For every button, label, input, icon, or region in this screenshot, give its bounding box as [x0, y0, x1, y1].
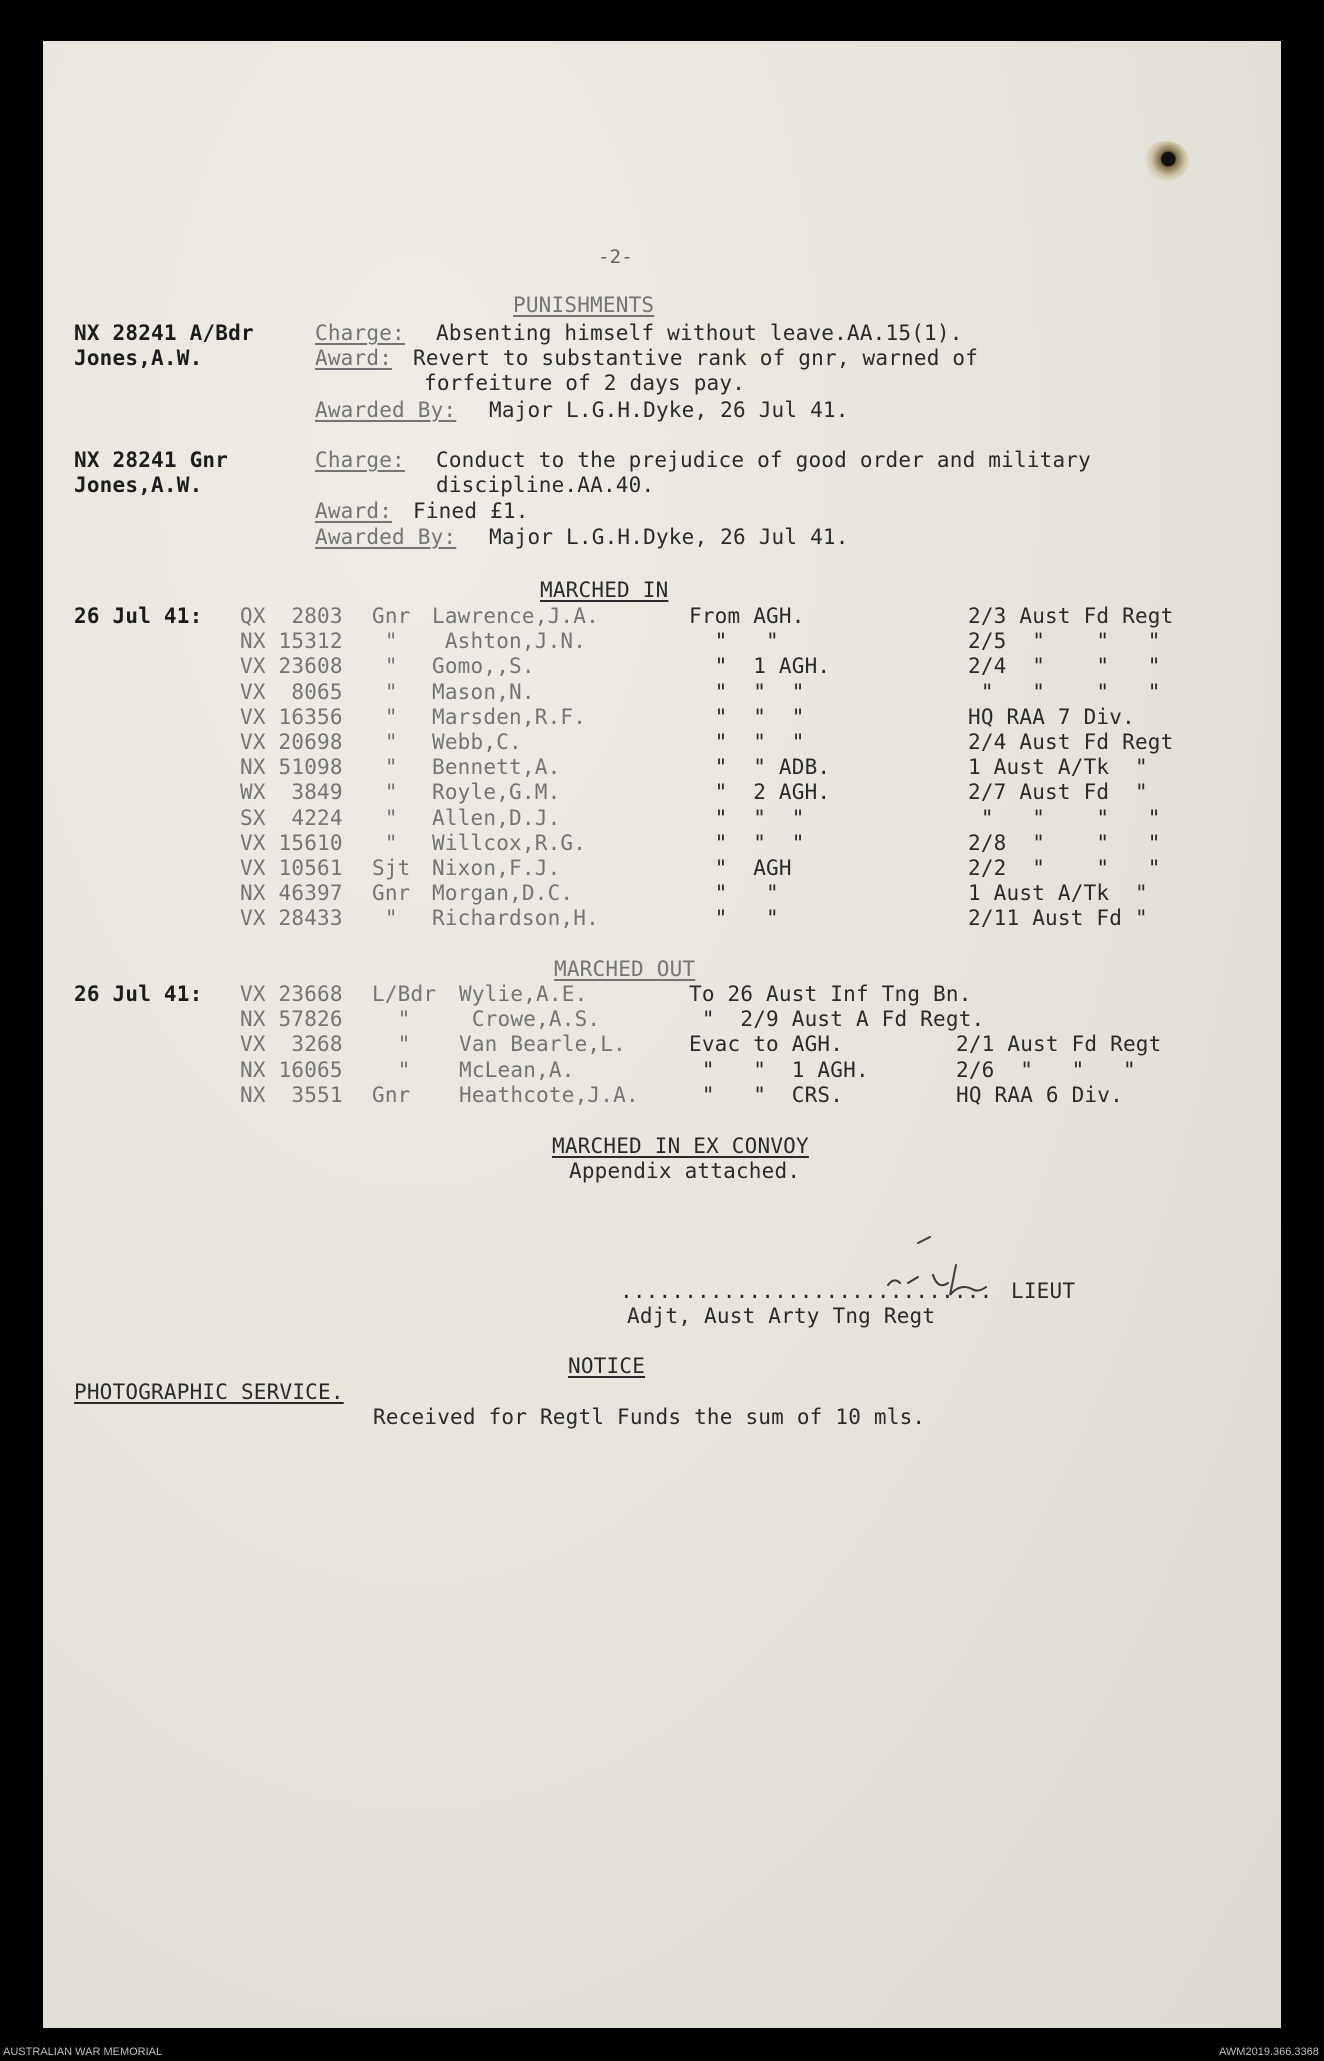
roster-rank: Gnr — [372, 604, 411, 628]
roster-rank: " — [372, 805, 398, 830]
roster-from: From AGH. — [689, 604, 805, 628]
roster-to: 2/5 " " " — [968, 629, 1161, 654]
roster-from: " " " — [689, 830, 805, 855]
roster-name: Allen,D.J. — [432, 805, 561, 830]
roster-rank: " — [372, 629, 398, 654]
roster-rank: " — [372, 704, 398, 729]
notice-heading: NOTICE — [568, 1354, 646, 1378]
roster-to: 2/4 Aust Fd Regt — [968, 730, 1174, 754]
roster-no: VX 16356 — [240, 704, 343, 729]
signature-line: ............................. — [620, 1279, 993, 1303]
roster-no: VX 15610 — [240, 830, 343, 855]
roster-no: NX 57826 — [240, 1007, 343, 1032]
roster-no: VX 23668 — [240, 982, 343, 1006]
roster-dest: Evac to AGH. — [689, 1032, 844, 1057]
roster-no: WX 3849 — [240, 780, 343, 805]
roster-name: Ashton,J.N. — [432, 629, 587, 654]
award-label: Award: — [315, 346, 393, 370]
roster-rank: Gnr — [372, 881, 411, 906]
roster-rank: Sjt — [372, 856, 411, 880]
roster-rank: L/Bdr — [372, 982, 437, 1006]
roster-no: VX 3268 — [240, 1032, 343, 1057]
roster-no: NX 51098 — [240, 755, 343, 780]
roster-no: NX 16065 — [240, 1057, 343, 1082]
roster-no: QX 2803 — [240, 604, 343, 628]
page-number: -2- — [598, 246, 633, 268]
roster-no: VX 23608 — [240, 654, 343, 679]
notice-subject: PHOTOGRAPHIC SERVICE. — [74, 1380, 344, 1404]
roster-name: Marsden,R.F. — [432, 704, 587, 729]
punishments-heading: PUNISHMENTS — [513, 293, 655, 317]
roster-from: " " " — [689, 679, 805, 704]
roster-from: " " " — [689, 805, 805, 830]
roster-to: " " " " — [968, 805, 1161, 830]
roster-to: 2/3 Aust Fd Regt — [968, 604, 1174, 628]
roster-no: NX 3551 — [240, 1082, 343, 1107]
signatory-title: Adjt, Aust Arty Tng Regt — [627, 1304, 936, 1328]
soldier-id: NX 28241 A/Bdr — [74, 321, 254, 345]
burn-hole — [1143, 141, 1189, 181]
roster-name: Van Bearle,L. — [459, 1032, 626, 1057]
roster-name: Heathcote,J.A. — [459, 1082, 639, 1107]
roster-name: Crowe,A.S. — [459, 1007, 601, 1032]
roster-no: SX 4224 — [240, 805, 343, 830]
signatory-rank: LIEUT — [1011, 1279, 1076, 1303]
awarded-by: Major L.G.H.Dyke, 26 Jul 41. — [489, 398, 849, 422]
award-label: Award: — [315, 499, 393, 523]
roster-from: " 2 AGH. — [689, 780, 831, 805]
roster-name: Lawrence,J.A. — [432, 604, 599, 628]
soldier-id: NX 28241 Gnr — [74, 448, 229, 472]
award-text-cont: forfeiture of 2 days pay. — [424, 371, 746, 395]
roster-name: Bennett,A. — [432, 755, 561, 780]
roster-to: 2/11 Aust Fd " — [968, 906, 1148, 931]
roster-name: Richardson,H. — [432, 906, 599, 931]
roster-dest: To 26 Aust Inf Tng Bn. — [689, 982, 972, 1006]
roster-dest: " " 1 AGH. — [689, 1057, 869, 1082]
roster-to: 1 Aust A/Tk " — [968, 881, 1148, 906]
charge-text: Absenting himself without leave.AA.15(1). — [436, 321, 963, 345]
award-text: Fined £1. — [413, 499, 529, 523]
marched-in-heading: MARCHED IN — [540, 578, 669, 602]
roster-rank: " — [372, 730, 398, 754]
soldier-name: Jones,A.W. — [74, 346, 203, 370]
roster-to: 1 Aust A/Tk " — [968, 755, 1148, 780]
charge-text-cont: discipline.AA.40. — [436, 473, 655, 497]
award-text: Revert to substantive rank of gnr, warned of — [413, 346, 979, 370]
roster-from: " AGH — [689, 856, 792, 880]
ex-convoy-text: Appendix attached. — [569, 1159, 801, 1183]
footer-source: AUSTRALIAN WAR MEMORIAL — [3, 2046, 163, 2058]
roster-to: 2/2 " " " — [968, 856, 1161, 880]
roster-no: VX 8065 — [240, 679, 343, 704]
roster-rank: " — [372, 1032, 411, 1057]
roster-name: Gomo,,S. — [432, 654, 535, 679]
roster-rank: " — [372, 830, 398, 855]
document-page — [43, 41, 1281, 2028]
roster-name: Wylie,A.E. — [459, 982, 588, 1006]
roster-to: 2/6 " " " — [956, 1057, 1136, 1082]
ex-convoy-heading: MARCHED IN EX CONVOY — [552, 1134, 809, 1158]
roster-rank: " — [372, 1057, 411, 1082]
roster-to: HQ RAA 6 Div. — [956, 1082, 1123, 1107]
roster-to: " " " " — [968, 679, 1161, 704]
roster-from: " " ADB. — [689, 755, 831, 780]
roster-rank: " — [372, 755, 398, 780]
roster-name: McLean,A. — [459, 1057, 575, 1082]
awarded-by-label: Awarded By: — [315, 525, 457, 549]
roster-no: VX 10561 — [240, 856, 343, 880]
roster-from: " " — [689, 906, 779, 931]
roster-rank: " — [372, 1007, 411, 1032]
marched-out-date: 26 Jul 41: — [74, 982, 203, 1006]
roster-from: " " " — [689, 704, 805, 729]
roster-name: Nixon,F.J. — [432, 856, 561, 880]
awarded-by: Major L.G.H.Dyke, 26 Jul 41. — [489, 525, 849, 549]
roster-no: VX 28433 — [240, 906, 343, 931]
marched-out-heading: MARCHED OUT — [554, 957, 696, 981]
roster-rank: " — [372, 906, 398, 931]
charge-text: Conduct to the prejudice of good order and military — [436, 448, 1091, 472]
roster-dest: " " CRS. — [689, 1082, 844, 1107]
roster-no: NX 46397 — [240, 881, 343, 906]
roster-name: Royle,G.M. — [432, 780, 561, 805]
roster-no: NX 15312 — [240, 629, 343, 654]
roster-rank: " — [372, 679, 398, 704]
roster-to: 2/4 " " " — [968, 654, 1161, 679]
charge-label: Charge: — [315, 321, 405, 345]
roster-rank: " — [372, 654, 398, 679]
footer-reference: AWM2019.366.3368 — [1219, 2046, 1319, 2058]
roster-name: Morgan,D.C. — [432, 881, 574, 906]
roster-rank: Gnr — [372, 1082, 411, 1107]
roster-to: 2/8 " " " — [968, 830, 1161, 855]
roster-name: Willcox,R.G. — [432, 830, 587, 855]
roster-name: Mason,N. — [432, 679, 535, 704]
charge-label: Charge: — [315, 448, 405, 472]
roster-from: " " " — [689, 730, 805, 754]
roster-from: " " — [689, 629, 779, 654]
roster-to: HQ RAA 7 Div. — [968, 704, 1135, 729]
notice-text: Received for Regtl Funds the sum of 10 mls. — [373, 1405, 926, 1429]
awarded-by-label: Awarded By: — [315, 398, 457, 422]
soldier-name: Jones,A.W. — [74, 473, 203, 497]
marched-in-date: 26 Jul 41: — [74, 604, 203, 628]
roster-no: VX 20698 — [240, 730, 343, 754]
roster-name: Webb,C. — [432, 730, 522, 754]
roster-rank: " — [372, 780, 398, 805]
roster-from: " " — [689, 881, 779, 906]
roster-to: 2/7 Aust Fd " — [968, 780, 1148, 805]
roster-from: " 1 AGH. — [689, 654, 831, 679]
roster-dest: " 2/9 Aust A Fd Regt. — [689, 1007, 985, 1032]
roster-to: 2/1 Aust Fd Regt — [956, 1032, 1162, 1057]
